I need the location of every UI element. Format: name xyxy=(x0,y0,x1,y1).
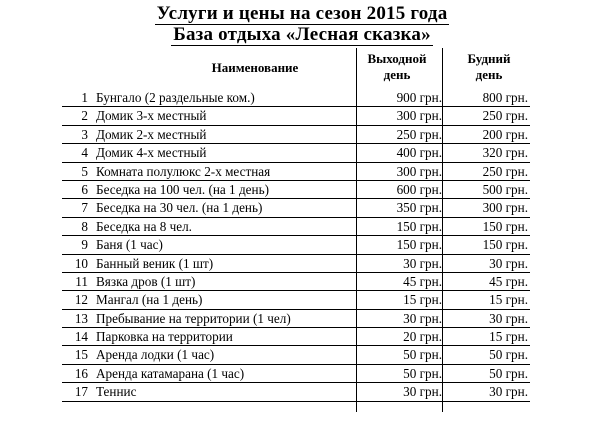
column-header-weekend xyxy=(356,51,438,83)
price-weekend: 45 грн. xyxy=(403,273,442,289)
price-weekend: 50 грн. xyxy=(403,347,442,363)
service-name: Теннис xyxy=(96,384,137,400)
price-weekend: 300 грн. xyxy=(396,108,442,124)
price-weekend: 150 грн. xyxy=(396,218,442,234)
column-header-weekday-line2: день xyxy=(475,67,503,82)
price-weekend: 300 грн. xyxy=(396,163,442,179)
price-weekend: 15 грн. xyxy=(403,292,442,308)
column-header-name: Наименование xyxy=(211,60,299,75)
price-weekday: 15 грн. xyxy=(489,329,528,345)
document-subtitle-text: База отдыха «Лесная сказка» xyxy=(173,24,431,45)
table-row xyxy=(62,199,530,217)
service-name: Мангал (на 1 день) xyxy=(96,292,203,308)
service-name: Пребывание на территории (1 чел) xyxy=(96,310,291,326)
price-weekend: 400 грн. xyxy=(396,145,442,161)
row-number: 3 xyxy=(81,126,88,142)
price-weekend: 600 грн. xyxy=(396,181,442,197)
row-number: 1 xyxy=(81,90,88,105)
price-weekday: 30 грн. xyxy=(489,310,528,326)
price-weekend: 250 грн. xyxy=(396,126,442,142)
service-name: Домик 2-х местный xyxy=(96,126,207,142)
table-row xyxy=(62,144,530,162)
column-header-weekend-line1: Выходной xyxy=(367,51,427,66)
row-number: 12 xyxy=(74,292,88,308)
row-number: 11 xyxy=(75,273,88,289)
table-row xyxy=(62,236,530,254)
price-weekday: 200 грн. xyxy=(482,126,528,142)
service-name: Беседка на 8 чел. xyxy=(96,218,192,234)
table-row xyxy=(62,310,530,328)
service-name: Банный веник (1 шт) xyxy=(96,255,214,271)
price-weekend: 350 грн. xyxy=(396,200,442,216)
row-number: 15 xyxy=(74,347,88,363)
table-row xyxy=(62,291,530,309)
table-row xyxy=(62,181,530,199)
column-header-weekday xyxy=(448,51,530,83)
service-name: Домик 3-х местный xyxy=(96,108,207,124)
price-weekday: 150 грн. xyxy=(482,218,528,234)
row-number: 13 xyxy=(74,310,88,326)
row-number: 16 xyxy=(74,365,88,381)
table-row xyxy=(62,273,530,291)
service-name: Аренда катамарана (1 час) xyxy=(96,365,245,381)
table-row xyxy=(62,218,530,236)
row-number: 17 xyxy=(74,384,88,400)
service-name: Домик 4-х местный xyxy=(96,145,207,161)
price-weekday: 50 грн. xyxy=(489,365,528,381)
price-weekday: 50 грн. xyxy=(489,347,528,363)
table-row xyxy=(62,107,530,125)
price-weekend: 30 грн. xyxy=(403,384,442,400)
service-name: Беседка на 30 чел. (на 1 день) xyxy=(96,200,263,216)
document-subtitle xyxy=(0,24,604,46)
table-row xyxy=(62,126,530,144)
column-header-weekend-line2: день xyxy=(383,67,411,82)
row-number: 14 xyxy=(74,329,88,345)
row-number: 8 xyxy=(81,218,88,234)
price-table xyxy=(62,89,530,402)
service-name: Комната полулюкс 2-х местная xyxy=(96,163,271,179)
price-weekend: 20 грн. xyxy=(403,329,442,345)
row-number: 9 xyxy=(81,237,88,253)
service-name: Вязка дров (1 шт) xyxy=(96,273,196,289)
service-name: Аренда лодки (1 час) xyxy=(96,347,215,363)
document-title xyxy=(0,3,604,25)
price-weekday: 30 грн. xyxy=(489,255,528,271)
price-weekday: 250 грн. xyxy=(482,163,528,179)
document-title-text: Услуги и цены на сезон 2015 года xyxy=(156,3,448,24)
service-name: Баня (1 час) xyxy=(96,237,163,253)
price-weekend: 150 грн. xyxy=(396,237,442,253)
row-number: 10 xyxy=(74,255,88,271)
price-weekend: 30 грн. xyxy=(403,255,442,271)
price-weekday: 150 грн. xyxy=(482,237,528,253)
row-number: 6 xyxy=(81,181,88,197)
price-weekday: 30 грн. xyxy=(489,384,528,400)
price-weekend: 50 грн. xyxy=(403,365,442,381)
table-row xyxy=(62,89,530,107)
column-header-weekday-line1: Будний xyxy=(467,51,511,66)
table-row xyxy=(62,346,530,364)
price-weekend: 900 грн. xyxy=(396,90,442,105)
table-row xyxy=(62,365,530,383)
service-name: Беседка на 100 чел. (на 1 день) xyxy=(96,181,269,197)
service-name: Бунгало (2 раздельные ком.) xyxy=(96,90,255,105)
row-number: 7 xyxy=(81,200,88,216)
price-weekend: 30 грн. xyxy=(403,310,442,326)
price-weekday: 15 грн. xyxy=(489,292,528,308)
price-weekday: 800 грн. xyxy=(482,90,528,105)
price-weekday: 500 грн. xyxy=(482,181,528,197)
table-row xyxy=(62,163,530,181)
price-weekday: 320 грн. xyxy=(482,145,528,161)
table-row xyxy=(62,255,530,273)
row-number: 4 xyxy=(81,145,88,161)
row-number: 5 xyxy=(81,163,88,179)
price-weekday: 250 грн. xyxy=(482,108,528,124)
service-name: Парковка на территории xyxy=(96,329,233,345)
price-weekday: 300 грн. xyxy=(482,200,528,216)
table-row xyxy=(62,383,530,401)
price-weekday: 45 грн. xyxy=(489,273,528,289)
row-number: 2 xyxy=(81,108,88,124)
table-row xyxy=(62,328,530,346)
